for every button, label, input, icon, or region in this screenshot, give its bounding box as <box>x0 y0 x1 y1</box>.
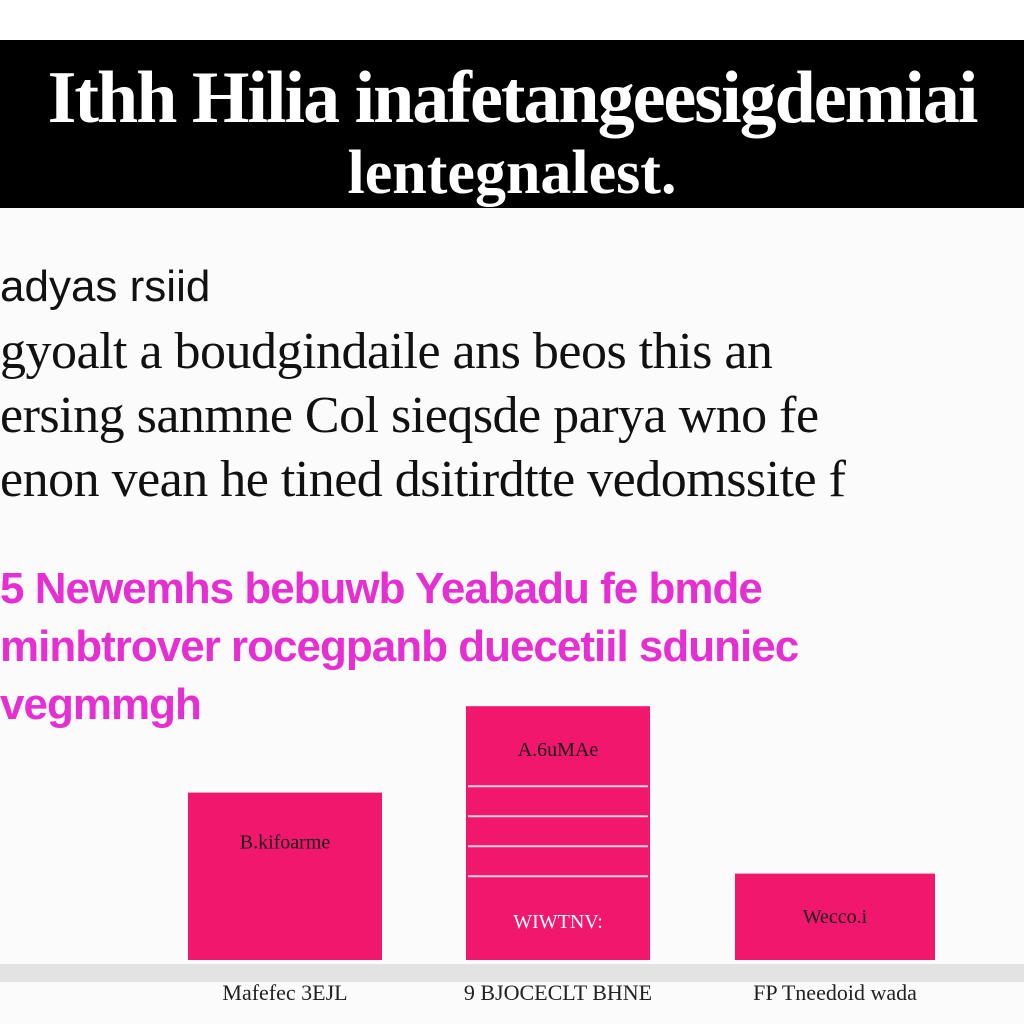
paragraph-line: gyoalt a boudgindaile ans beos this an <box>0 323 773 380</box>
paragraph-line: enon vean he tined dsitirdtte vedomssite f <box>0 451 846 508</box>
x-tick-label: 9 BJOCECLT BHNE <box>463 980 653 1005</box>
chart-subtitle: lentegnalest. <box>347 139 677 207</box>
section-label: adyas rsiid <box>0 262 211 311</box>
note-line: 5 Newemhs bebuwb Yeabadu fe bmde <box>0 564 762 613</box>
note-line: minbtrover rocegpanb duecetiil sduniec <box>0 622 799 671</box>
paragraph-line: ersing sanmne Col sieqsde parya wno fe <box>0 387 819 444</box>
x-tick-label: FP Tneedoid wada <box>753 980 917 1005</box>
bar-chart <box>0 700 1024 1024</box>
x-tick-label: Mafefec 3EJL <box>222 980 348 1005</box>
bar-1 <box>188 793 382 960</box>
note-line: vegmmgh <box>0 680 201 729</box>
description-paragraph <box>0 320 1024 512</box>
bar-label: A.6uMAe <box>517 739 599 762</box>
bar-label: Wecco.i <box>802 905 868 928</box>
title-banner <box>0 40 1024 208</box>
bar-label-secondary: WIWTNV: <box>513 911 603 933</box>
bar-label: B.kifoarme <box>239 831 331 854</box>
chart-title: Ithh Hilia inafetangeesigdemiai <box>47 57 977 139</box>
